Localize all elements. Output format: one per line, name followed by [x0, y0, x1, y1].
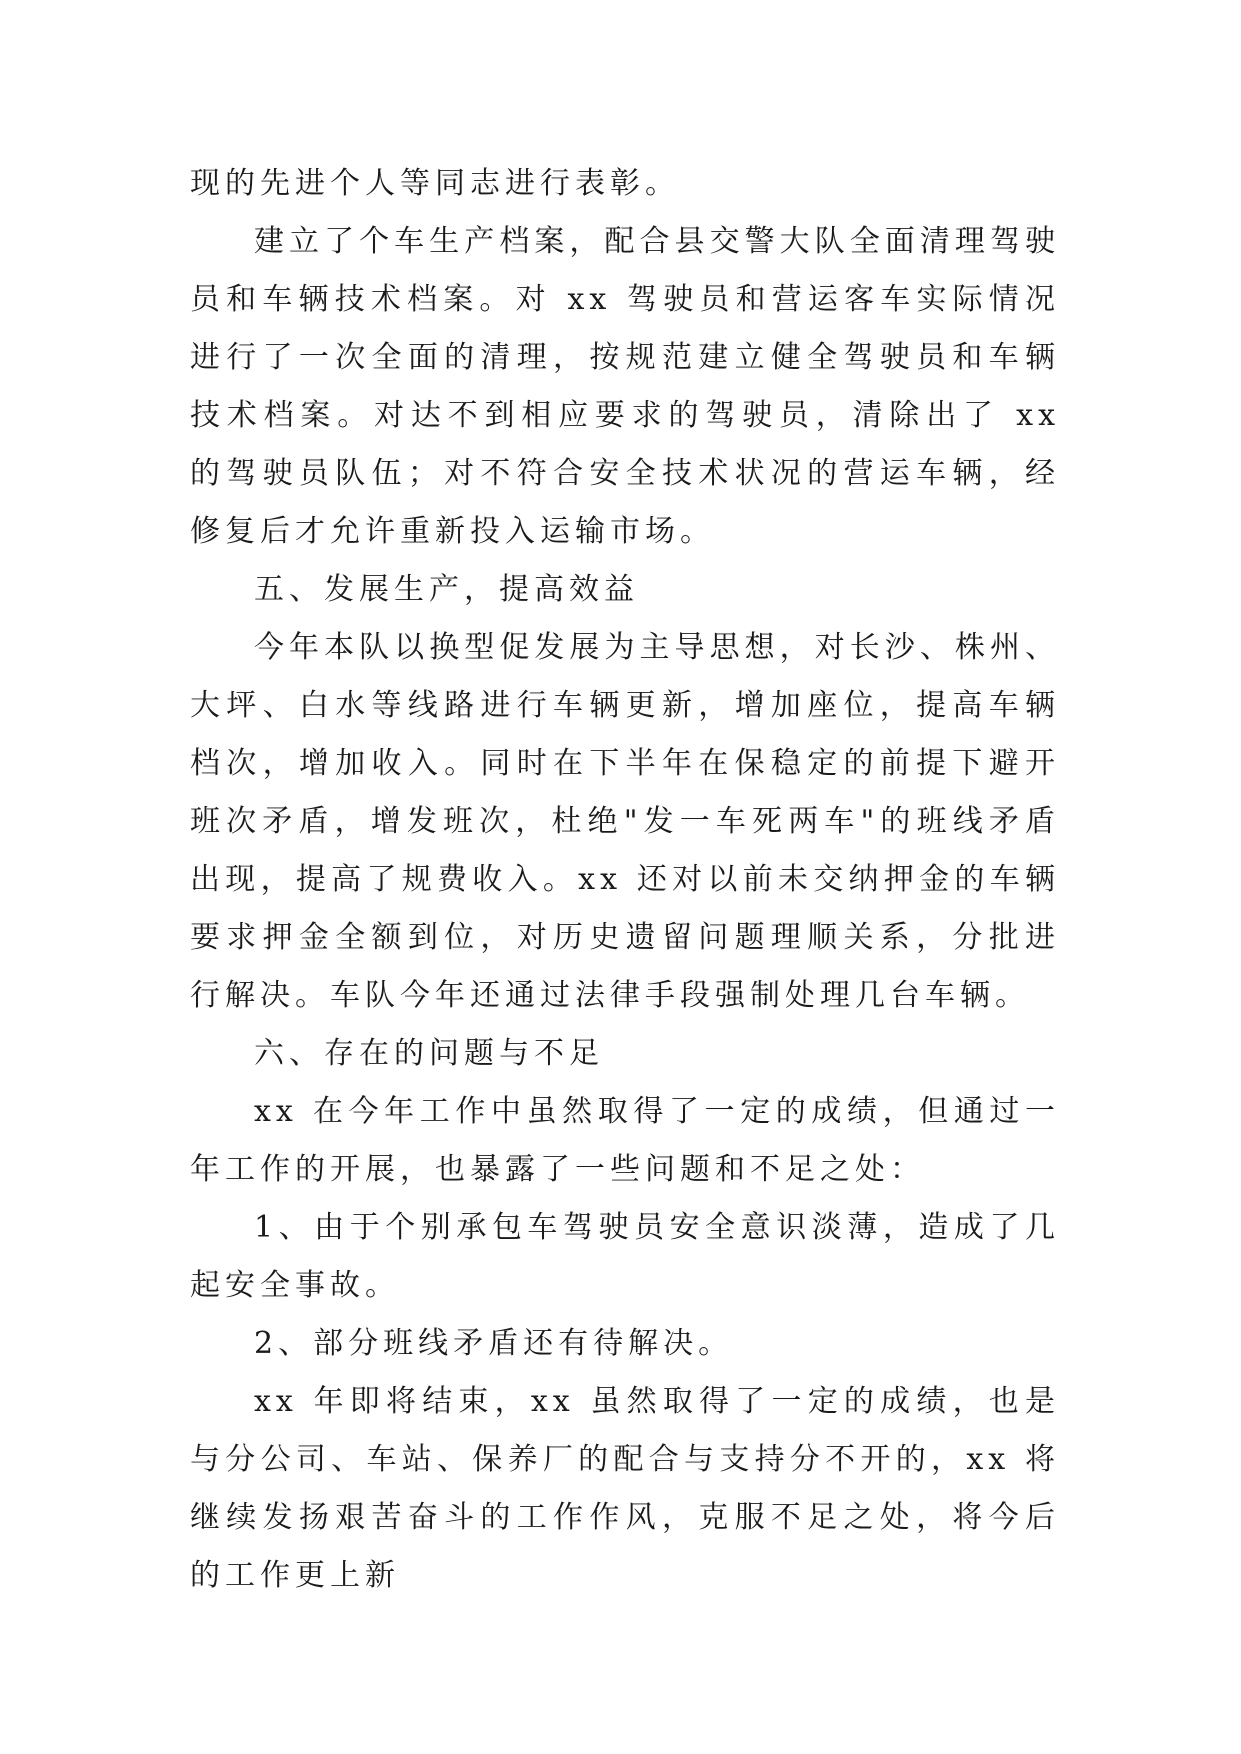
paragraph-continuation: 现的先进个人等同志进行表彰。: [190, 166, 680, 201]
list-item-1: 1、由于个别承包车驾驶员安全意识淡薄，造成了几起安全事故。: [190, 1210, 1060, 1303]
paragraph-archives: 建立了个车生产档案，配合县交警大队全面清理驾驶员和车辆技术档案。对 xx 驾驶员和营运客车实际情况进行了一次全面的清理，按规范建立健全驾驶员和车辆技术档案。对达不到相应要求的驾驶员，清除出了 xx 的驾驶员队伍；对不符合安全技术状况的营运车辆，经修复后才允许重新投入运输市场。: [190, 224, 1060, 549]
section-heading-6: 六、存在的问题与不足: [254, 1036, 604, 1071]
paragraph-production: 今年本队以换型促发展为主导思想，对长沙、株州、大坪、白水等线路进行车辆更新，增加座位，提高车辆档次，增加收入。同时在下半年在保稳定的前提下避开班次矛盾，增发班次，杜绝"发一车死两车"的班线矛盾出现，提高了规费收入。xx 还对以前未交纳押金的车辆要求押金全额到位，对历史遗留问题理顺关系，分批进行解决。车队今年还通过法律手段强制处理几台车辆。: [190, 630, 1060, 1013]
document-body: [190, 155, 1060, 1605]
section-heading-5: 五、发展生产，提高效益: [254, 572, 639, 607]
paragraph-problems-intro: xx 在今年工作中虽然取得了一定的成绩，但通过一年工作的开展，也暴露了一些问题和不足之处：: [190, 1094, 1060, 1187]
list-item-2: 2、部分班线矛盾还有待解决。: [254, 1326, 734, 1361]
paragraph-conclusion: xx 年即将结束，xx 虽然取得了一定的成绩，也是与分公司、车站、保养厂的配合与支持分不开的，xx 将继续发扬艰苦奋斗的工作作风，克服不足之处，将今后的工作更上新: [190, 1384, 1060, 1593]
